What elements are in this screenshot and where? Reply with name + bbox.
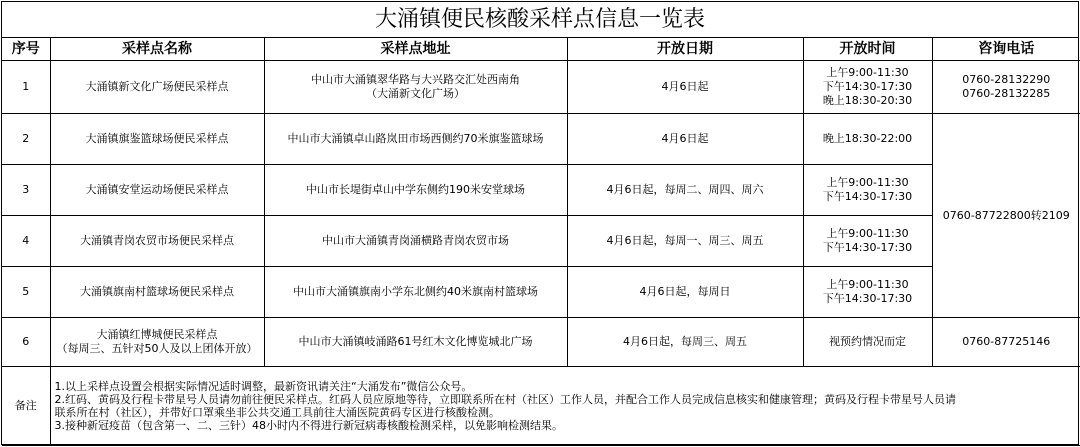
- table-row: [2, 61, 1080, 114]
- row-site-name: 大涌镇旗鉴篮球场便民采样点: [50, 114, 264, 165]
- row-seq: 6: [2, 318, 50, 367]
- row-open-date: 4月6日起，每周一、周三、周五: [567, 216, 803, 267]
- row-site-name: 大涌镇青岗农贸市场便民采样点: [50, 216, 264, 267]
- info-sheet: [1, 1, 1079, 445]
- row-site-name: 大涌镇旗南村篮球场便民采样点: [50, 267, 264, 318]
- note-line: 1.以上采样点设置会根据实际情况适时调整，最新资讯请关注“大涌发布”微信公众号。: [54, 380, 473, 393]
- table-row: [2, 114, 1080, 165]
- row-seq: 1: [2, 61, 50, 114]
- sampling-sites-table: [2, 38, 1080, 446]
- row-address: 中山市大涌镇卓山路岚田市场西侧约70米旗鉴篮球场: [264, 114, 567, 165]
- table-row: [2, 318, 1080, 367]
- header-date: 开放日期: [567, 38, 803, 61]
- row-address: 中山市大涌镇旗南小学东北侧约40米旗南村篮球场: [264, 267, 567, 318]
- row-seq: 5: [2, 267, 50, 318]
- table-row: [2, 165, 1080, 216]
- row-open-date: 4月6日起，每周二、周四、周六: [567, 165, 803, 216]
- row-site-name: 大涌镇安堂运动场便民采样点: [50, 165, 264, 216]
- row-open-date: 4月6日起，每周日: [567, 267, 803, 318]
- notes-label: 备注: [2, 367, 50, 446]
- row-open-time: 上午9:00-11:30 下午14:30-17:30: [803, 267, 932, 318]
- header-name: 采样点名称: [50, 38, 264, 61]
- row-open-time: 上午9:00-11:30 下午14:30-17:30: [803, 165, 932, 216]
- row-open-time: 视预约情况而定: [803, 318, 932, 367]
- table-row: [2, 267, 1080, 318]
- row-address: 中山市大涌镇岐涌路61号红木文化博览城北广场: [264, 318, 567, 367]
- note-line: 2.红码、黄码及行程卡带星号人员请勿前往便民采样点。红码人员应原地等待，立即联系所在村（社区）工作人员，并配合工作人员完成信息核实和健康管理；黄码及行程卡带星号人员请: [54, 393, 956, 406]
- row-open-date: 4月6日起: [567, 114, 803, 165]
- row-open-time: 上午9:00-11:30 下午14:30-17:30 晚上18:30-20:30: [803, 61, 932, 114]
- row-address: 中山市大涌镇青岗涌横路青岗农贸市场: [264, 216, 567, 267]
- note-line: 联系所在村（社区），并带好口罩乘坐非公共交通工具前往大涌医院黄码专区进行核酸检测。: [54, 406, 500, 419]
- table-row: [2, 216, 1080, 267]
- header-phone: 咨询电话: [932, 38, 1080, 61]
- row-open-date: 4月6日起: [567, 61, 803, 114]
- row-site-name: 大涌镇红博城便民采样点 （每周三、五针对50人及以上团体开放）: [50, 318, 264, 367]
- notes-content: [50, 367, 1080, 446]
- row-open-time: 上午9:00-11:30 下午14:30-17:30: [803, 216, 932, 267]
- row-seq: 4: [2, 216, 50, 267]
- row-site-name: 大涌镇新文化广场便民采样点: [50, 61, 264, 114]
- notes-row: [2, 367, 1080, 446]
- shared-phone: 0760-87722800转2109: [932, 114, 1080, 318]
- row-phone: 0760-28132290 0760-28132285: [932, 61, 1080, 114]
- row-seq: 3: [2, 165, 50, 216]
- row-phone: 0760-87725146: [932, 318, 1080, 367]
- header-seq: 序号: [2, 38, 50, 61]
- table-header-row: [2, 38, 1080, 61]
- header-time: 开放时间: [803, 38, 932, 61]
- page-title: 大涌镇便民核酸采样点信息一览表: [2, 2, 1078, 38]
- header-address: 采样点地址: [264, 38, 567, 61]
- row-address: 中山市大涌镇翠华路与大兴路交汇处西南角 （大涌新文化广场）: [264, 61, 567, 114]
- row-open-time: 晚上18:30-22:00: [803, 114, 932, 165]
- note-line: 3.接种新冠疫苗（包含第一、二、三针）48小时内不得进行新冠病毒核酸检测采样，以免影响检测结果。: [54, 419, 563, 432]
- row-address: 中山市长堤街卓山中学东侧约190米安堂球场: [264, 165, 567, 216]
- row-seq: 2: [2, 114, 50, 165]
- row-open-date: 4月6日起，每周三、周五: [567, 318, 803, 367]
